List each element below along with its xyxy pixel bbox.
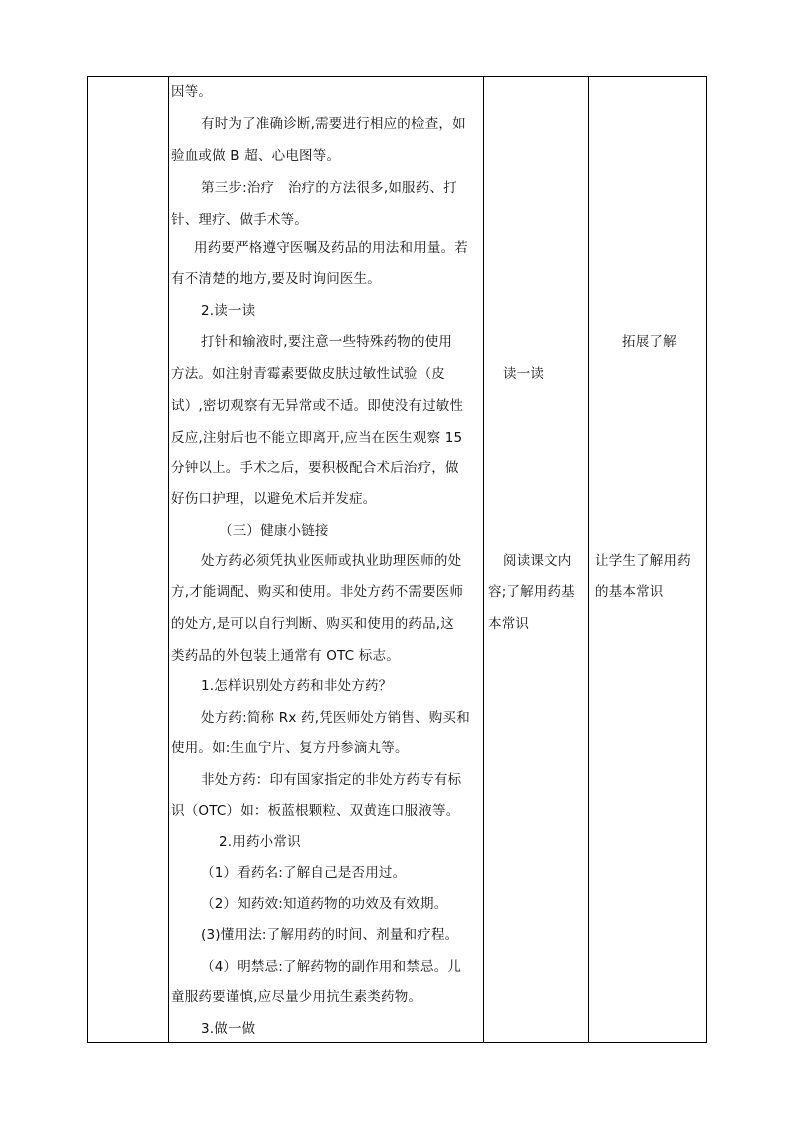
text-line: 针、理疗、做手术等。 xyxy=(171,212,308,228)
section-heading: 3.做一做 xyxy=(201,1021,256,1037)
column-divider xyxy=(483,77,484,1042)
text-line: 非处方药：印有国家指定的非处方药专有标 xyxy=(201,772,462,788)
text-line: 使用。如:生血宁片、复方丹参滴丸等。 xyxy=(171,740,409,756)
activity-text: 本常识 xyxy=(488,616,530,632)
text-line: 用药要严格遵守医嘱及药品的用法和用量。若 xyxy=(194,240,468,256)
text-line: 有不清楚的地方,要及时询问医生。 xyxy=(171,271,381,287)
activity-label: 读一读 xyxy=(503,366,545,382)
section-heading: 2.用药小常识 xyxy=(219,834,301,850)
text-line: 童服药要谨慎,应尽量少用抗生素类药物。 xyxy=(171,989,423,1005)
section-heading: 2.读一读 xyxy=(201,303,256,319)
intent-text: 让学生了解用药 xyxy=(595,553,691,569)
intent-label: 拓展了解 xyxy=(622,334,677,350)
activity-text: 容;了解用药基 xyxy=(488,584,575,600)
text-line: 反应,注射后也不能立即离开,应当在医生观察 15 xyxy=(171,430,463,446)
text-line: 试）,密切观察有无异常或不适。即使没有过敏性 xyxy=(171,398,464,414)
text-line: 分钟以上。手术之后，要积极配合术后治疗，做 xyxy=(171,460,459,476)
list-item: (3)懂用法:了解用药的时间、剂量和疗程。 xyxy=(201,927,459,943)
column-divider xyxy=(588,77,589,1042)
column-divider xyxy=(168,77,169,1042)
text-line: 因等。 xyxy=(171,84,213,100)
section-heading: 1.怎样识别处方药和非处方药？ xyxy=(201,678,393,694)
text-line: 验血或做 B 超、心电图等。 xyxy=(171,148,341,164)
text-line: 有时为了准确诊断,需要进行相应的检查，如 xyxy=(201,116,466,132)
text-line: 识（OTC）如：板蓝根颗粒、双黄连口服液等。 xyxy=(171,803,460,819)
activity-text: 阅读课文内 xyxy=(503,553,572,569)
intent-text: 的基本常识 xyxy=(595,584,664,600)
text-line: 方,才能调配、购买和使用。非处方药不需要医师 xyxy=(171,584,464,600)
text-line: 第三步:治疗 治疗的方法很多,如服药、打 xyxy=(201,180,457,196)
text-line: 好伤口护理，以避免术后并发症。 xyxy=(171,491,377,507)
list-item: （1）看药名:了解自己是否用过。 xyxy=(201,865,407,881)
text-line: 方法。如注射青霉素要做皮肤过敏性试验（皮 xyxy=(171,366,445,382)
list-item: （2）知药效:知道药物的功效及有效期。 xyxy=(201,896,448,912)
text-line: 处方药必须凭执业医师或执业助理医师的处 xyxy=(201,553,462,569)
text-line: 打针和输液时,要注意一些特殊药物的使用 xyxy=(201,334,453,350)
text-line: 的处方,是可以自行判断、购买和使用的药品,这 xyxy=(171,616,454,632)
section-heading: （三）健康小链接 xyxy=(219,523,329,539)
text-line: 处方药:简称 Rx 药,凭医师处方销售、购买和 xyxy=(201,710,470,726)
list-item: （4）明禁忌:了解药物的副作用和禁忌。儿 xyxy=(201,959,462,975)
text-line: 类药品的外包装上通常有 OTC 标志。 xyxy=(171,648,400,664)
